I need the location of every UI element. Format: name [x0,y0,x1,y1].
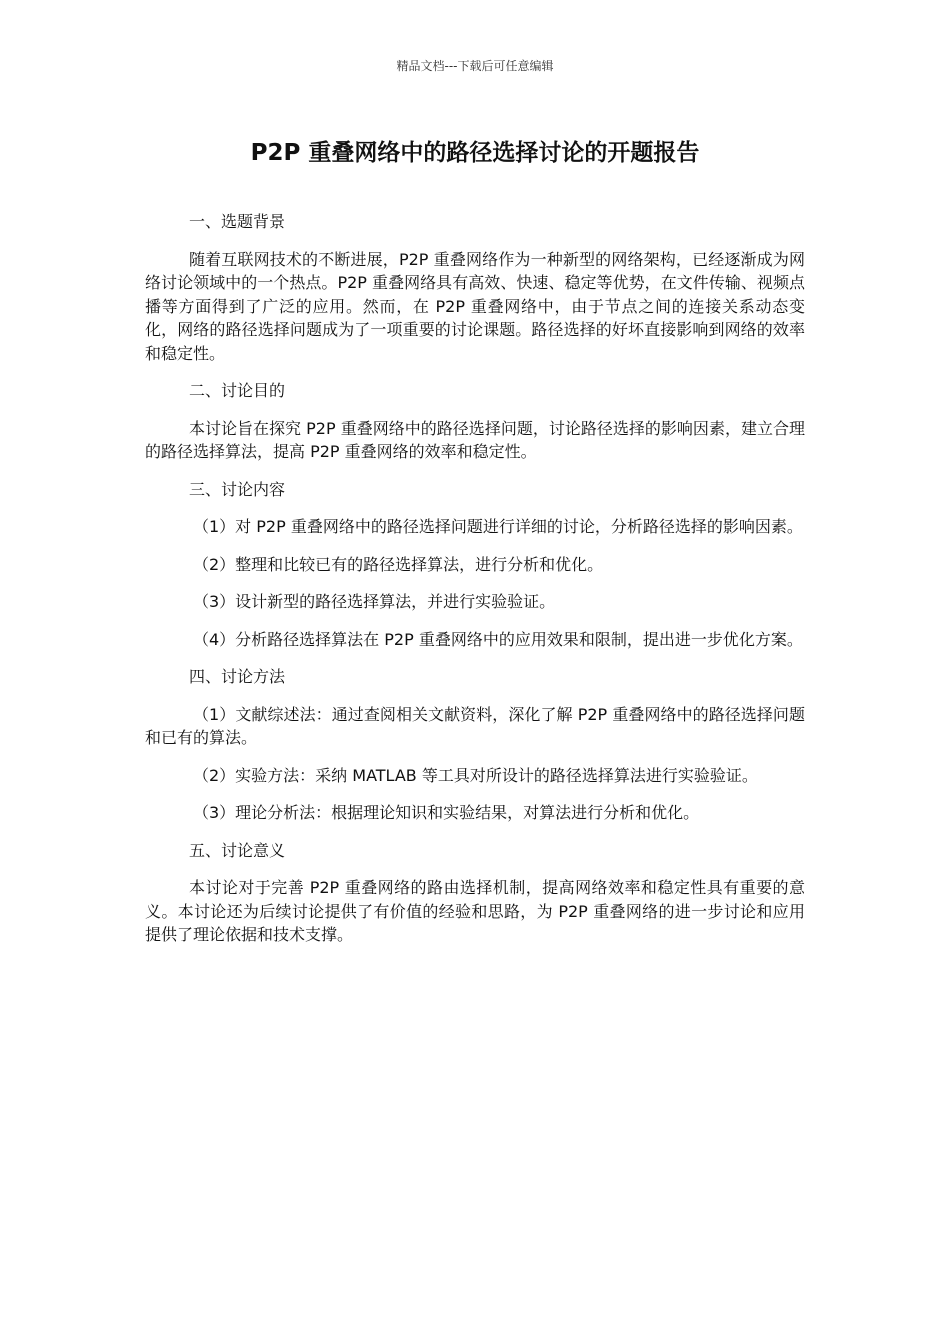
section-heading: 五、讨论意义 [189,840,286,860]
body-paragraph: 本讨论对于完善 P2P 重叠网络的路由选择机制，提高网络效率和稳定性具有重要的意义。本讨论还为后续讨论提供了有价值的经验和思路，为 P2P 重叠网络的进一步讨论和应用提供了理论依据和技术支撑。 [145,878,805,944]
section-methods [145,665,805,825]
section-heading: 二、讨论目的 [189,381,286,400]
document-body [145,210,805,961]
body-paragraph: 本讨论旨在探究 P2P 重叠网络中的路径选择问题，讨论路径选择的影响因素，建立合理的路径选择算法，提高 P2P 重叠网络的效率和稳定性。 [145,418,805,461]
section-heading: 三、讨论内容 [189,479,286,499]
body-paragraph: 随着互联网技术的不断进展，P2P 重叠网络作为一种新型的网络架构，已经逐渐成为网络讨论领域中的一个热点。P2P 重叠网络具有高效、快速、稳定等优势，在文件传输、视频点播等方面得到了广泛的应用。然而，在 P2P 重叠网络中，由于节点之间的连接关系动态变化，网络的路径选择问题成为了一项重要的讨论课题。路径选择的好坏直接影响到网络的效率和稳定性。 [145,249,805,363]
section-heading: 四、讨论方法 [189,667,286,686]
header-note: 精品文档---下载后可任意编辑 [396,59,554,73]
list-item: （4）分析路径选择算法在 P2P 重叠网络中的应用效果和限制，提出进一步优化方案。 [193,629,803,649]
document-title: P2P 重叠网络中的路径选择讨论的开题报告 [250,140,700,166]
section-significance [145,839,805,947]
section-heading: 一、选题背景 [189,212,286,231]
list-item: （2）实验方法：采纳 MATLAB 等工具对所设计的路径选择算法进行实验验证。 [193,765,758,785]
list-item: （2）整理和比较已有的路径选择算法，进行分析和优化。 [193,554,604,574]
list-item: （3）设计新型的路径选择算法，并进行实验验证。 [193,592,556,611]
list-item: （3）理论分析法：根据理论知识和实验结果，对算法进行分析和优化。 [193,803,700,822]
list-item: （1）对 P2P 重叠网络中的路径选择问题进行详细的讨论，分析路径选择的影响因素。 [193,517,803,536]
list-item: （1）文献综述法：通过查阅相关文献资料，深化了解 P2P 重叠网络中的路径选择问题和已有的算法。 [145,704,805,747]
section-background [145,210,805,365]
section-purpose [145,379,805,464]
section-content [145,478,805,652]
